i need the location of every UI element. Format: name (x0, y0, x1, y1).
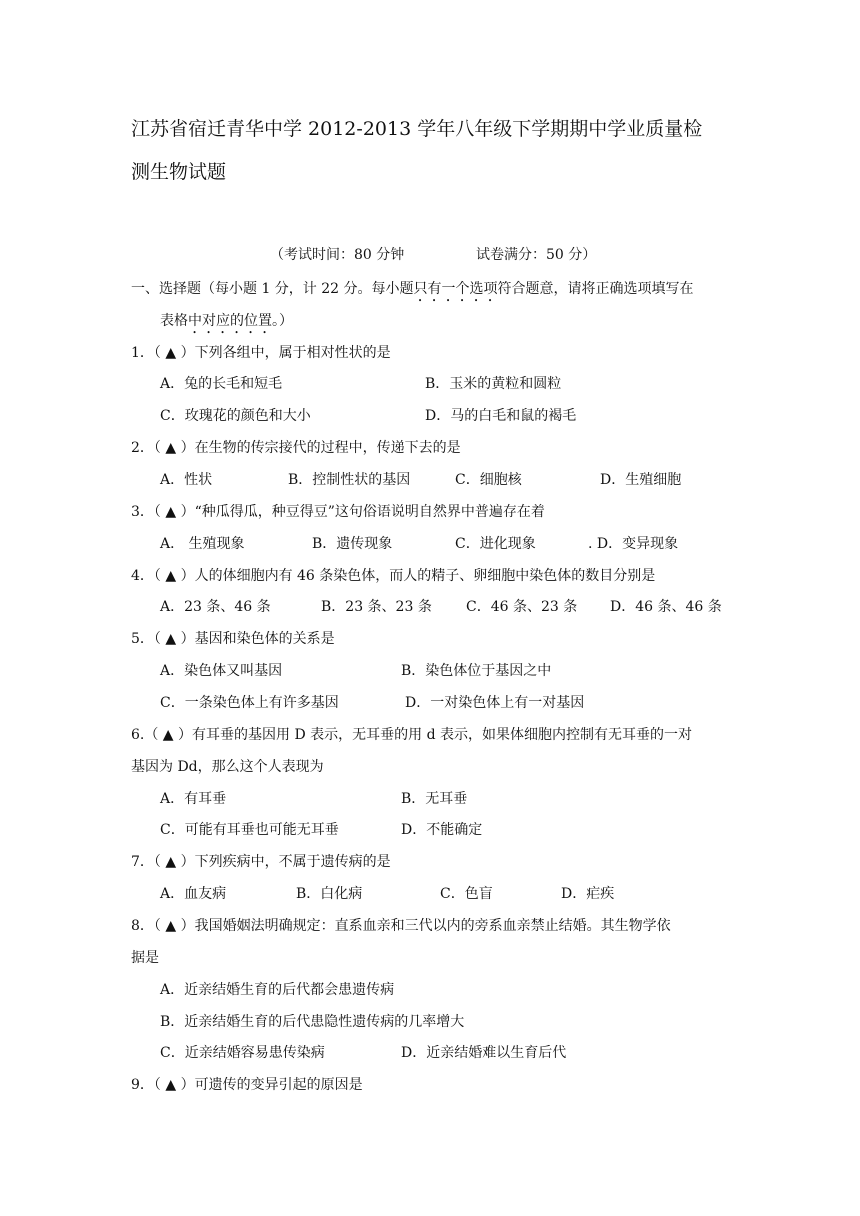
question-stem: 7．（ ▲ ）下列疾病中，不属于遗传病的是 (131, 854, 391, 870)
question-stem: 1．（ ▲ ）下列各组中，属于相对性状的是 (131, 345, 391, 361)
section-heading-line-2 (160, 311, 293, 337)
option-b: B．无耳垂 (401, 791, 468, 807)
option-c: C．玫瑰花的颜色和大小 (160, 408, 311, 424)
question-stem-continued: 据是 (131, 950, 159, 966)
section-heading-line-1 (131, 279, 694, 305)
exam-time: （考试时间：80 分钟 (270, 247, 405, 263)
question-stem: 9．（ ▲ ）可遗传的变异引起的原因是 (131, 1077, 363, 1093)
question-stem: 4．（ ▲ ）人的体细胞内有 46 条染色体，而人的精子、卵细胞中染色体的数目分别是 (131, 568, 656, 584)
option-d: D．近亲结婚难以生育后代 (401, 1045, 567, 1061)
title-line-2: 测生物试题 (131, 161, 227, 183)
option-a: A．近亲结婚生育的后代都会患遗传病 (160, 982, 395, 998)
question-stem: 6.（ ▲ ）有耳垂的基因用 D 表示，无耳垂的用 d 表示，如果体细胞内控制有无耳垂的一对 (131, 727, 693, 743)
section-heading-text: 。） (272, 313, 293, 329)
option-c: C．近亲结婚容易患传染病 (160, 1045, 325, 1061)
section-heading-text: 一、选择题（每小题 1 分，计 22 分。每小题 (131, 281, 414, 297)
option-c: C．46 条、23 条 (466, 599, 578, 615)
option-b: B．23 条、23 条 (321, 599, 432, 615)
option-a: A．23 条、46 条 (160, 599, 271, 615)
option-c: C．色盲 (440, 886, 493, 902)
question-stem: 2．（ ▲ ）在生物的传宗接代的过程中，传递下去的是 (131, 440, 461, 456)
question-stem: 5．（ ▲ ）基因和染色体的关系是 (131, 631, 335, 647)
option-a: A．兔的长毛和短毛 (160, 376, 283, 392)
option-a: A． 生殖现象 (160, 536, 245, 552)
option-d: D．不能确定 (401, 822, 483, 838)
option-b: B．白化病 (296, 886, 363, 902)
option-c: C．进化现象 (455, 536, 536, 552)
option-b: B．玉米的黄粒和圆粒 (425, 376, 562, 392)
option-a: A．性状 (160, 472, 213, 488)
option-d: . D．变异现象 (588, 536, 679, 552)
question-stem: 3．（ ▲ ）“种瓜得瓜，种豆得豆”这句俗语说明自然界中普遍存在着 (131, 504, 545, 520)
question-stem-continued: 基因为 Dd，那么这个人表现为 (131, 759, 324, 775)
emphasized-text: 只有一个选项 (413, 281, 498, 297)
option-c: C．一条染色体上有许多基因 (160, 695, 339, 711)
option-a: A．有耳垂 (160, 791, 227, 807)
emphasized-text: 中对应的位置 (188, 313, 272, 329)
option-d: D．一对染色体上有一对基因 (405, 695, 585, 711)
option-b: B．近亲结婚生育的后代患隐性遗传病的几率增大 (160, 1014, 465, 1030)
option-d: D．马的白毛和鼠的褐毛 (425, 408, 577, 424)
section-heading-text: 符合题意，请将正确选项填写在 (497, 281, 694, 297)
title-line-1: 江苏省宿迁青华中学 2012-2013 学年八年级下学期期中学业质量检 (131, 118, 703, 140)
exam-full-score: 试卷满分：50 分） (476, 247, 597, 263)
option-c: C．细胞核 (455, 472, 522, 488)
section-heading-text: 表格 (160, 313, 188, 329)
question-stem: 8．（ ▲ ）我国婚姻法明确规定：直系血亲和三代以内的旁系血亲禁止结婚。其生物学依 (131, 918, 671, 934)
option-d: D．46 条、46 条 (610, 599, 722, 615)
option-b: B．控制性状的基因 (288, 472, 411, 488)
option-b: B．染色体位于基因之中 (401, 663, 552, 679)
option-a: A．血友病 (160, 886, 227, 902)
option-d: D．疟疾 (561, 886, 615, 902)
option-b: B．遗传现象 (312, 536, 393, 552)
option-c: C．可能有耳垂也可能无耳垂 (160, 822, 339, 838)
option-d: D．生殖细胞 (600, 472, 682, 488)
option-a: A．染色体又叫基因 (160, 663, 283, 679)
